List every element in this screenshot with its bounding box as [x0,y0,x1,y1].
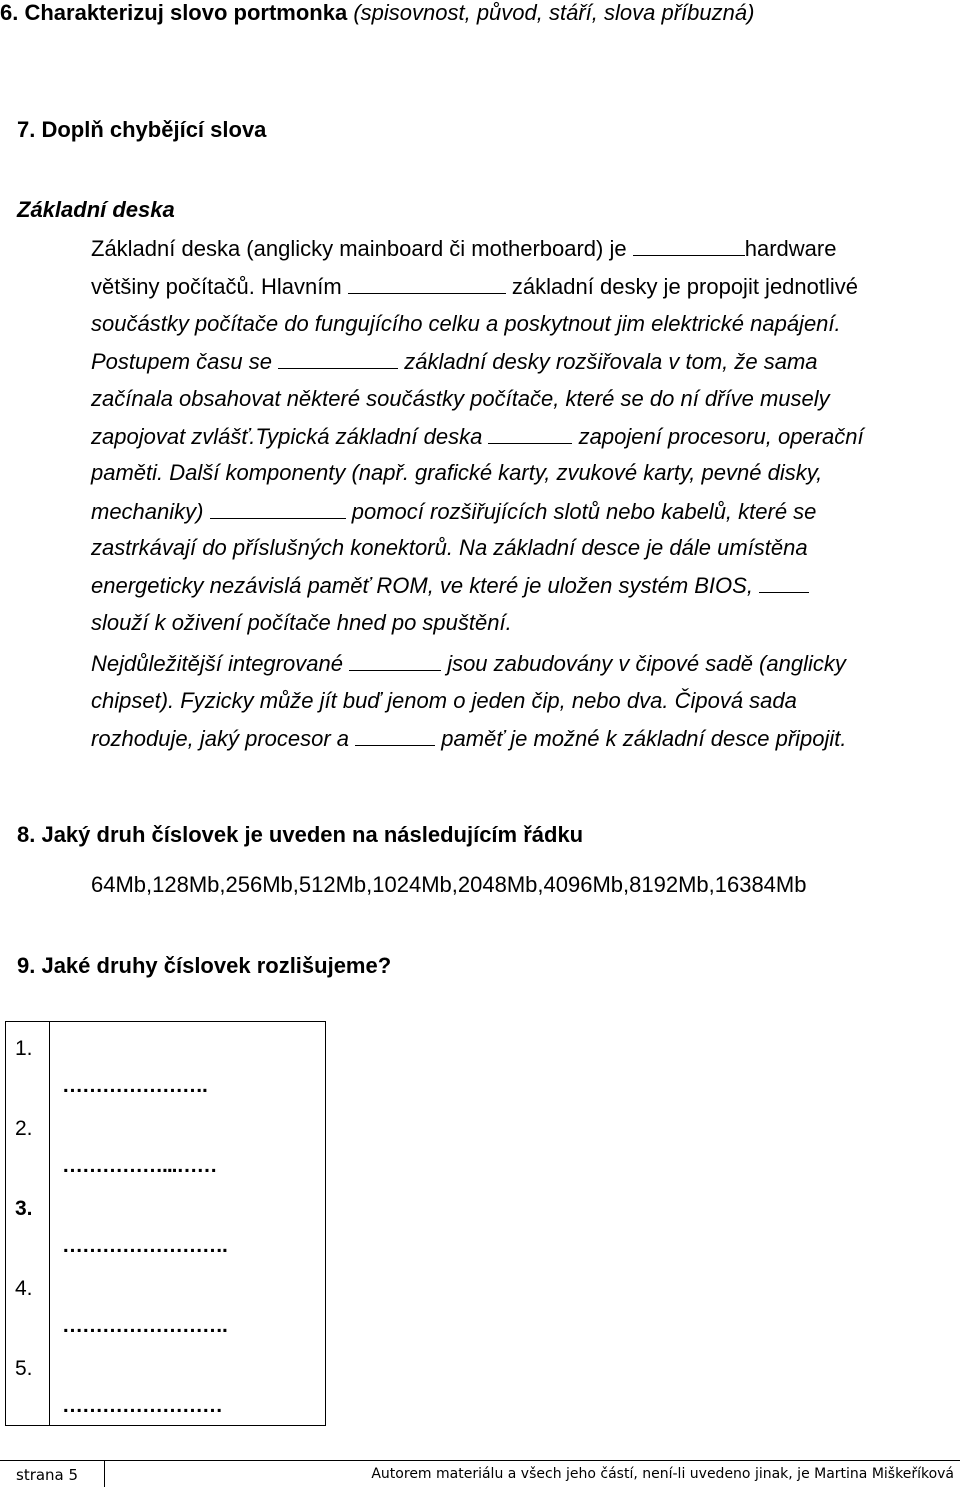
question-8-title: 8. Jaký druh číslovek je uveden na následujícím řádku [17,822,584,847]
line-text: paměť je možné k základní desce připojit. [441,726,847,751]
answer-blank[interactable] [210,498,346,519]
paragraph-line [91,572,809,599]
footer-separator [104,1461,105,1487]
paragraph-line [91,725,847,752]
answer-blank[interactable] [278,348,398,369]
page-number: strana 5 [16,1466,79,1484]
question-9-title: 9. Jaké druhy číslovek rozlišujeme? [17,953,392,978]
answer-dots[interactable]: …………………. [62,1074,207,1097]
answer-dots[interactable]: …………………… [62,1394,222,1417]
line-text: Nejdůležitější integrované [91,651,343,676]
footer-divider [0,1460,960,1461]
row-number: 5. [15,1357,33,1380]
paragraph-line [91,423,864,450]
row-number: 2. [15,1117,33,1140]
answers-column[interactable] [50,1022,326,1426]
line-text: Postupem času se [91,349,272,374]
line-text: jsou zabudovány v čipové sadě (anglicky [447,651,846,676]
answer-blank[interactable] [633,235,745,256]
row-number: 3. [15,1197,33,1220]
row-number: 4. [15,1277,33,1300]
paragraph-line: paměti. Další komponenty (např. grafické karty, zvukové karty, pevné disky, [91,460,823,485]
line-text: hardware [744,236,837,261]
paragraph-line [91,273,858,300]
paragraph-line: součástky počítače do fungujícího celku a poskytnout jim elektrické napájení. [91,311,841,336]
paragraph-line: začínala obsahovat některé součástky počítače, které se do ní dříve musely [91,386,830,411]
line-text: rozhoduje, jaký procesor a [91,726,350,751]
answer-blank[interactable] [349,650,441,671]
paragraph-line: zastrkávají do příslušných konektorů. Na základní desce je dále umístěna [91,535,808,560]
line-text: energeticky nezávislá paměť ROM, ve které je uložen systém BIOS, [91,573,753,598]
section-subheading: Základní deska [17,197,175,222]
paragraph-line [91,650,846,677]
line-text: Základní deska (anglicky mainboard či motherboard) je [91,236,627,261]
question-6-subtitle: (spisovnost, původ, stáří, slova příbuzná) [353,0,755,25]
author-note: Autorem materiálu a všech jeho částí, není-li uvedeno jinak, je Martina Miškeříková [371,1466,954,1482]
row-number: 1. [15,1037,33,1060]
answer-blank[interactable] [759,572,809,593]
line-text: většiny počítačů. Hlavním [91,274,342,299]
line-text: zapojovat zvlášť.Typická základní deska [91,424,483,449]
answer-dots[interactable]: ……………………. [62,1314,227,1337]
paragraph-line [91,498,816,525]
answer-dots[interactable]: ……………...…… [62,1154,217,1177]
paragraph-line [91,348,818,375]
question-6-title: 6. Charakterizuj slovo portmonka [0,0,348,25]
question-7-title: 7. Doplň chybějící slova [17,117,267,142]
paragraph-line: chipset). Fyzicky může jít buď jenom o jeden čip, nebo dva. Čipová sada [91,688,797,713]
answer-blank[interactable] [355,725,435,746]
answer-table [5,1021,326,1426]
numbers-column [6,1022,50,1426]
line-text: zapojení procesoru, operační [578,424,864,449]
line-text: pomocí rozšiřujících slotů nebo kabelů, které se [351,499,817,524]
paragraph-line [91,235,836,262]
paragraph-line: slouží k oživení počítače hned po spuštění. [91,610,512,635]
line-text: základní desky je propojit jednotlivé [511,274,859,299]
answer-blank[interactable] [488,423,572,444]
line-text: mechaniky) [91,499,204,524]
line-text: základní desky rozšiřovala v tom, že sama [404,349,818,374]
answer-blank[interactable] [348,273,506,294]
number-sequence: 64Mb,128Mb,256Mb,512Mb,1024Mb,2048Mb,4096Mb,8192Mb,16384Mb [91,872,807,897]
question-6 [0,0,754,26]
answer-dots[interactable]: ……………………. [62,1234,227,1257]
